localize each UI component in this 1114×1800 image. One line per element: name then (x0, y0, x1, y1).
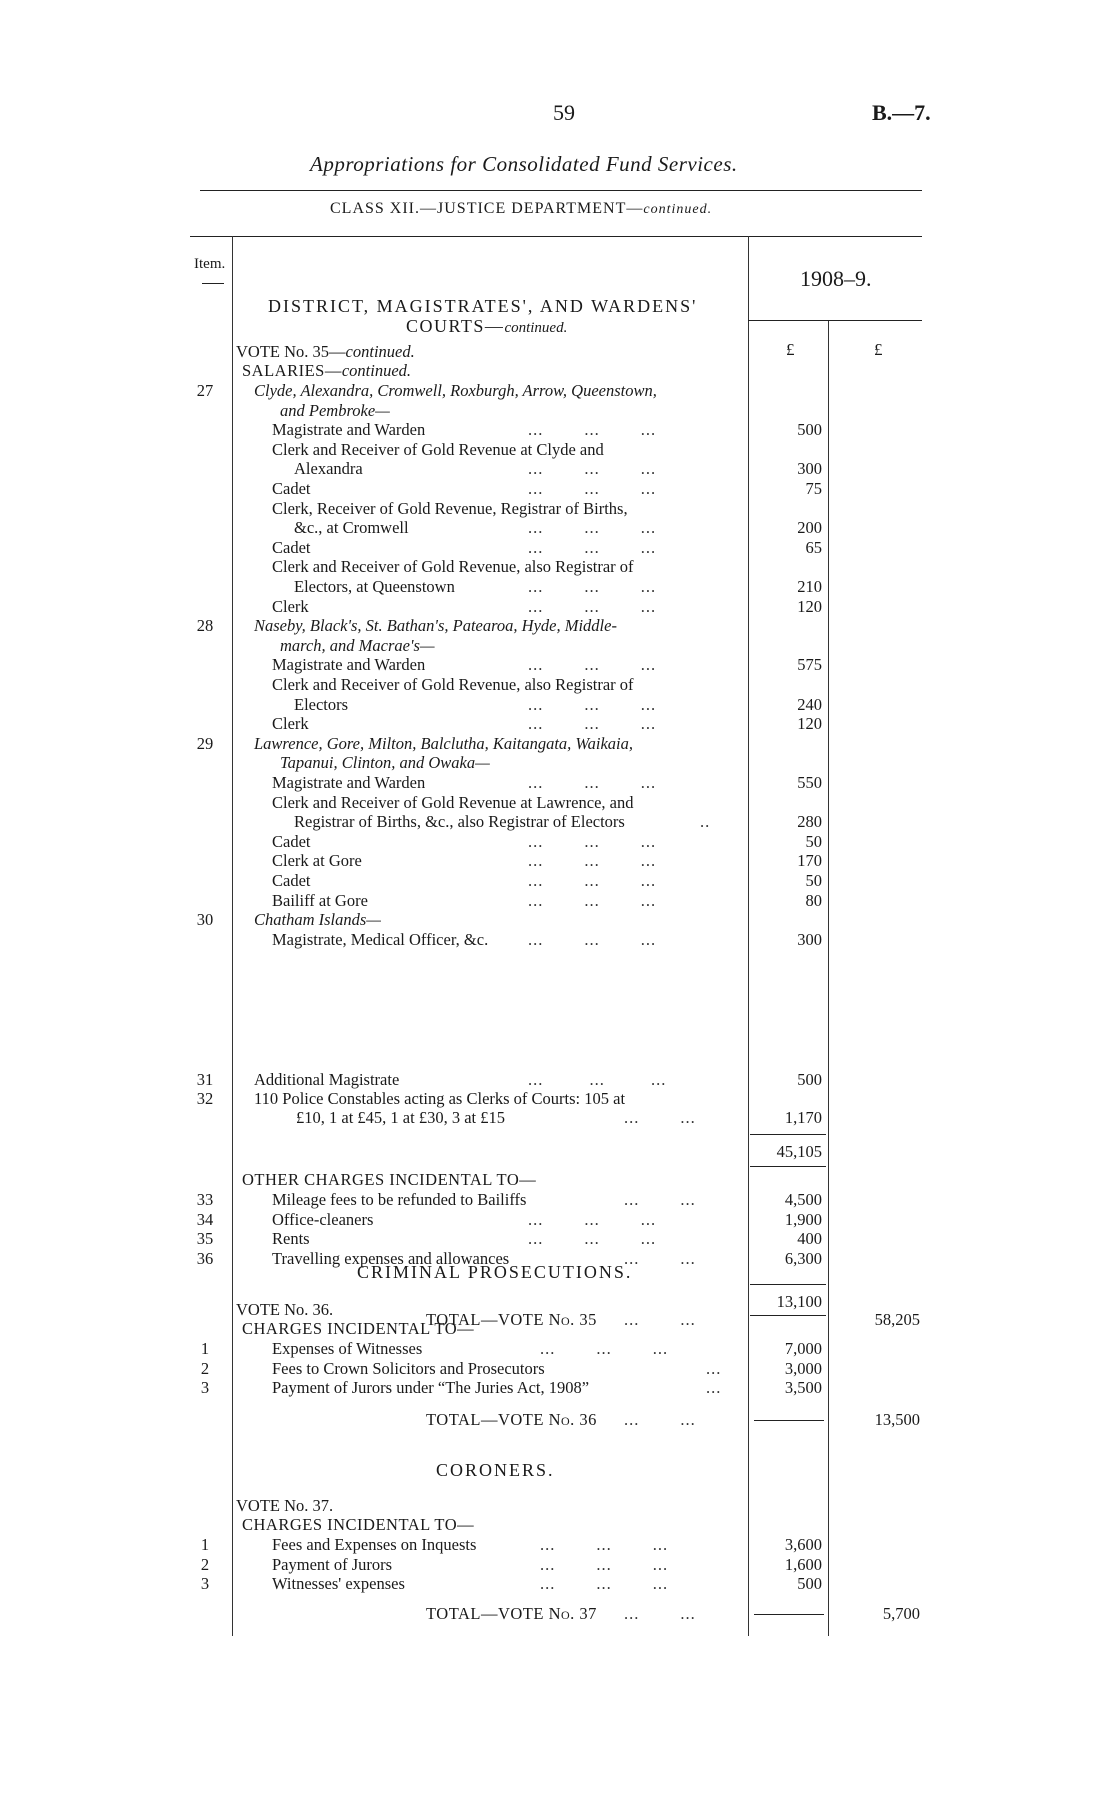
line-item-label: Witnesses' expenses (272, 1574, 405, 1594)
salaries-text: SALARIES— (242, 361, 342, 380)
item-number: 34 (196, 1209, 214, 1229)
amount-value: 80 (805, 890, 822, 910)
salaries-subtotal: 45,105 (776, 1142, 822, 1161)
item-column-label: Item. (194, 256, 226, 272)
line-item-label: Office-cleaners (272, 1209, 374, 1229)
amount-value: 120 (797, 596, 822, 616)
charges-incidental-label: CHARGES INCIDENTAL TO— (242, 1515, 475, 1534)
item-number: 3 (200, 1574, 210, 1594)
item-number: 31 (196, 1070, 214, 1089)
subtotal-rule (750, 1284, 826, 1285)
leader-dots: ... (706, 1358, 722, 1378)
line-item-label: Clerk and Receiver of Gold Revenue at Lawrence, and (272, 792, 634, 812)
line-item-label: Clerk and Receiver of Gold Revenue, also Registrar of (272, 675, 634, 694)
place-name-heading: and Pembroke— (280, 400, 390, 420)
subtotal-rule (750, 1166, 826, 1167)
vote-37-total-label: TOTAL—VOTE No. 37 (426, 1604, 597, 1623)
leader-dots: ... ... ... (528, 1070, 667, 1089)
place-name-heading: Naseby, Black's, St. Bathan's, Patearoa, Hyde, Middle- (254, 616, 617, 636)
item-number: 30 (196, 910, 214, 930)
leader-dots: .. (700, 812, 711, 832)
other-charges-label: OTHER CHARGES INCIDENTAL TO— (242, 1170, 537, 1189)
item-number: 1 (200, 1535, 210, 1554)
line-item-label: Rents (272, 1229, 310, 1249)
item-number: 29 (196, 733, 214, 753)
year-heading: 1908–9. (800, 266, 872, 291)
title-rule (200, 190, 922, 191)
amount-value: 50 (805, 871, 822, 890)
line-item-label: Cadet (272, 479, 311, 498)
amount-value: 280 (797, 812, 822, 832)
item-number: 2 (200, 1554, 210, 1574)
amount-value: 3,600 (784, 1535, 822, 1554)
line-item-label-continued: Electors (294, 694, 349, 714)
amount-value: 400 (797, 1229, 822, 1249)
line-item-label: Cadet (272, 537, 311, 557)
charges-incidental-label: CHARGES INCIDENTAL TO— (242, 1319, 475, 1338)
leader-dots: ... ... ... (528, 773, 657, 792)
vote-35-label (236, 342, 415, 361)
item-number: 33 (196, 1190, 214, 1209)
leader-dots: ... ... ... (528, 655, 657, 675)
place-name-heading: Tapanui, Clinton, and Owaka— (280, 753, 490, 773)
document-code: B.—7. (872, 100, 931, 125)
vote-36-total-value: 13,500 (874, 1410, 920, 1429)
amount-value: 50 (805, 831, 822, 851)
item-number: 35 (196, 1229, 214, 1249)
amount-value: 120 (797, 714, 822, 734)
leader-dots: ... ... (624, 1604, 696, 1623)
amount-value: 1,900 (784, 1209, 822, 1229)
amount-value: 500 (797, 1070, 822, 1089)
line-item-label: 110 Police Constables acting as Clerks of Courts: 105 at (254, 1089, 626, 1108)
vote-35-text: VOTE No. 35— (236, 342, 346, 361)
amount-value: 200 (797, 518, 822, 538)
leader-dots: ... ... ... (540, 1574, 669, 1594)
vote-36-total-label: TOTAL—VOTE No. 36 (426, 1410, 597, 1429)
leader-dots: ... ... ... (528, 890, 657, 910)
leader-dots: ... ... ... (528, 831, 657, 851)
leader-dots: ... ... (624, 1410, 696, 1429)
leader-dots: ... ... ... (528, 1229, 657, 1249)
amount-value: 65 (805, 537, 822, 557)
amount-value: 500 (797, 420, 822, 440)
class-line-continued: continued. (643, 202, 713, 217)
line-item-label: Travelling expenses and allowances (272, 1248, 510, 1268)
leader-dots: ... ... ... (528, 518, 657, 538)
line-item-label-continued: Registrar of Births, &c., also Registrar of Electors (294, 812, 625, 832)
amount-value: 75 (805, 479, 822, 498)
other-charges-subtotal: 13,100 (776, 1292, 822, 1311)
line-item-label: Fees to Crown Solicitors and Prosecutors (272, 1358, 545, 1378)
line-item-label: Fees and Expenses on Inquests (272, 1535, 477, 1554)
vote-35-total-label: TOTAL—VOTE No. 35 (426, 1310, 597, 1329)
item-number: 3 (200, 1378, 210, 1398)
section-heading-courts-line (406, 316, 567, 337)
line-item-label: Additional Magistrate (254, 1070, 400, 1089)
line-item-label: Clerk at Gore (272, 851, 362, 871)
item-number: 36 (196, 1248, 214, 1268)
amount-value: 575 (797, 655, 822, 675)
table-top-rule (190, 236, 922, 237)
item-column-rule (232, 236, 233, 1636)
leader-dots: ... ... ... (540, 1535, 669, 1554)
total-rule (754, 1420, 824, 1421)
class-line (330, 200, 712, 218)
line-item-label: Bailiff at Gore (272, 890, 368, 910)
line-item-label: Clerk (272, 714, 309, 734)
section-heading-criminal-prosecutions: CRIMINAL PROSECUTIONS. (357, 1262, 633, 1282)
item-number: 32 (196, 1089, 214, 1108)
salaries-continued: continued. (341, 361, 412, 380)
amount-value: 550 (797, 773, 822, 792)
leader-dots: ... ... (624, 1310, 696, 1329)
leader-dots: ... ... (624, 1190, 696, 1209)
class-line-text: CLASS XII.—JUSTICE DEPARTMENT— (330, 200, 644, 217)
amount-value: 3,500 (784, 1378, 822, 1398)
leader-dots: ... (706, 1378, 722, 1398)
vote-36-label: VOTE No. 36. (236, 1300, 334, 1319)
line-item-label-continued: Electors, at Queenstown (294, 577, 455, 596)
leader-dots: ... ... (624, 1248, 696, 1268)
currency-symbol-right: £ (874, 340, 883, 359)
vote-37-total-value: 5,700 (882, 1604, 920, 1623)
leader-dots: ... ... ... (528, 851, 657, 871)
amount-value: 4,500 (784, 1190, 822, 1209)
place-name-heading: Chatham Islands— (254, 910, 381, 930)
item-number: 27 (196, 381, 214, 400)
line-item-label-continued: &c., at Cromwell (294, 518, 409, 538)
line-item-label-continued: £10, 1 at £45, 1 at £30, 3 at £15 (296, 1108, 505, 1127)
leader-dots: ... ... ... (528, 577, 657, 596)
page-number: 59 (553, 100, 575, 125)
line-item-label: Mileage fees to be refunded to Bailiffs (272, 1190, 527, 1209)
vote-35-continued: continued. (345, 342, 415, 361)
section-heading-coroners: CORONERS. (436, 1460, 555, 1480)
vote-35-total-value: 58,205 (874, 1310, 920, 1329)
leader-dots: ... ... ... (528, 929, 657, 949)
leader-dots: ... ... ... (528, 714, 657, 734)
subtotal-rule (750, 1315, 826, 1316)
leader-dots: ... ... ... (540, 1339, 669, 1358)
line-item-label: Clerk (272, 596, 309, 616)
amount-value: 500 (797, 1574, 822, 1594)
line-item-label: Payment of Jurors under “The Juries Act, 1908” (272, 1378, 590, 1398)
vote-37-label: VOTE No. 37. (236, 1496, 334, 1515)
line-item-label: Clerk, Receiver of Gold Revenue, Registrar of Births, (272, 498, 628, 518)
total-rule (754, 1614, 824, 1615)
item-number: 2 (200, 1358, 210, 1378)
line-item-label: Magistrate and Warden (272, 420, 426, 440)
leader-dots: ... ... ... (528, 694, 657, 714)
leader-dots: ... ... ... (528, 596, 657, 616)
amount-value: 6,300 (784, 1248, 822, 1268)
amount-column-rule-middle (828, 320, 829, 1636)
item-label-underline (202, 283, 224, 284)
salaries-label (242, 361, 411, 380)
leader-dots: ... ... ... (540, 1554, 669, 1574)
amount-value: 170 (797, 851, 822, 871)
amount-value: 300 (797, 459, 822, 479)
amount-value: 210 (797, 577, 822, 596)
amount-value: 1,170 (784, 1108, 822, 1127)
line-item-label: Magistrate and Warden (272, 773, 426, 792)
line-item-label: Cadet (272, 871, 311, 890)
amount-value: 1,600 (784, 1554, 822, 1574)
leader-dots: ... ... ... (528, 479, 657, 498)
line-item-label: Clerk and Receiver of Gold Revenue at Clyde and (272, 439, 604, 459)
currency-symbol-left: £ (786, 340, 795, 359)
line-item-label-continued: Alexandra (294, 459, 363, 479)
leader-dots: ... ... ... (528, 871, 657, 890)
courts-continued: continued. (504, 320, 568, 336)
line-item-label: Magistrate and Warden (272, 655, 426, 675)
amount-value: 240 (797, 694, 822, 714)
place-name-heading: Lawrence, Gore, Milton, Balclutha, Kaitangata, Waikaia, (254, 733, 634, 753)
leader-dots: ... ... (624, 1108, 696, 1127)
amount-value: 7,000 (784, 1339, 822, 1358)
section-heading-district-courts: DISTRICT, MAGISTRATES', AND WARDENS' (268, 296, 698, 316)
place-name-heading: Clyde, Alexandra, Cromwell, Roxburgh, Arrow, Queenstown, (254, 381, 657, 400)
subtotal-rule (750, 1134, 826, 1135)
place-name-heading: march, and Macrae's— (280, 635, 435, 655)
leader-dots: ... ... ... (528, 537, 657, 557)
item-number: 28 (196, 616, 214, 636)
line-item-label: Clerk and Receiver of Gold Revenue, also Registrar of (272, 557, 634, 577)
leader-dots: ... ... ... (528, 420, 657, 440)
item-number: 1 (200, 1339, 210, 1358)
year-underline (748, 320, 922, 321)
line-item-label: Cadet (272, 831, 311, 851)
leader-dots: ... ... ... (528, 459, 657, 479)
line-item-label: Expenses of Witnesses (272, 1339, 423, 1358)
amount-column-rule-left (748, 236, 749, 1636)
courts-text: COURTS— (406, 316, 505, 336)
line-item-label: Magistrate, Medical Officer, &c. (272, 929, 489, 949)
amount-value: 3,000 (784, 1358, 822, 1378)
amount-value: 300 (797, 929, 822, 949)
line-item-label: Payment of Jurors (272, 1554, 393, 1574)
leader-dots: ... ... ... (528, 1209, 657, 1229)
page-title: Appropriations for Consolidated Fund Services. (310, 152, 738, 176)
